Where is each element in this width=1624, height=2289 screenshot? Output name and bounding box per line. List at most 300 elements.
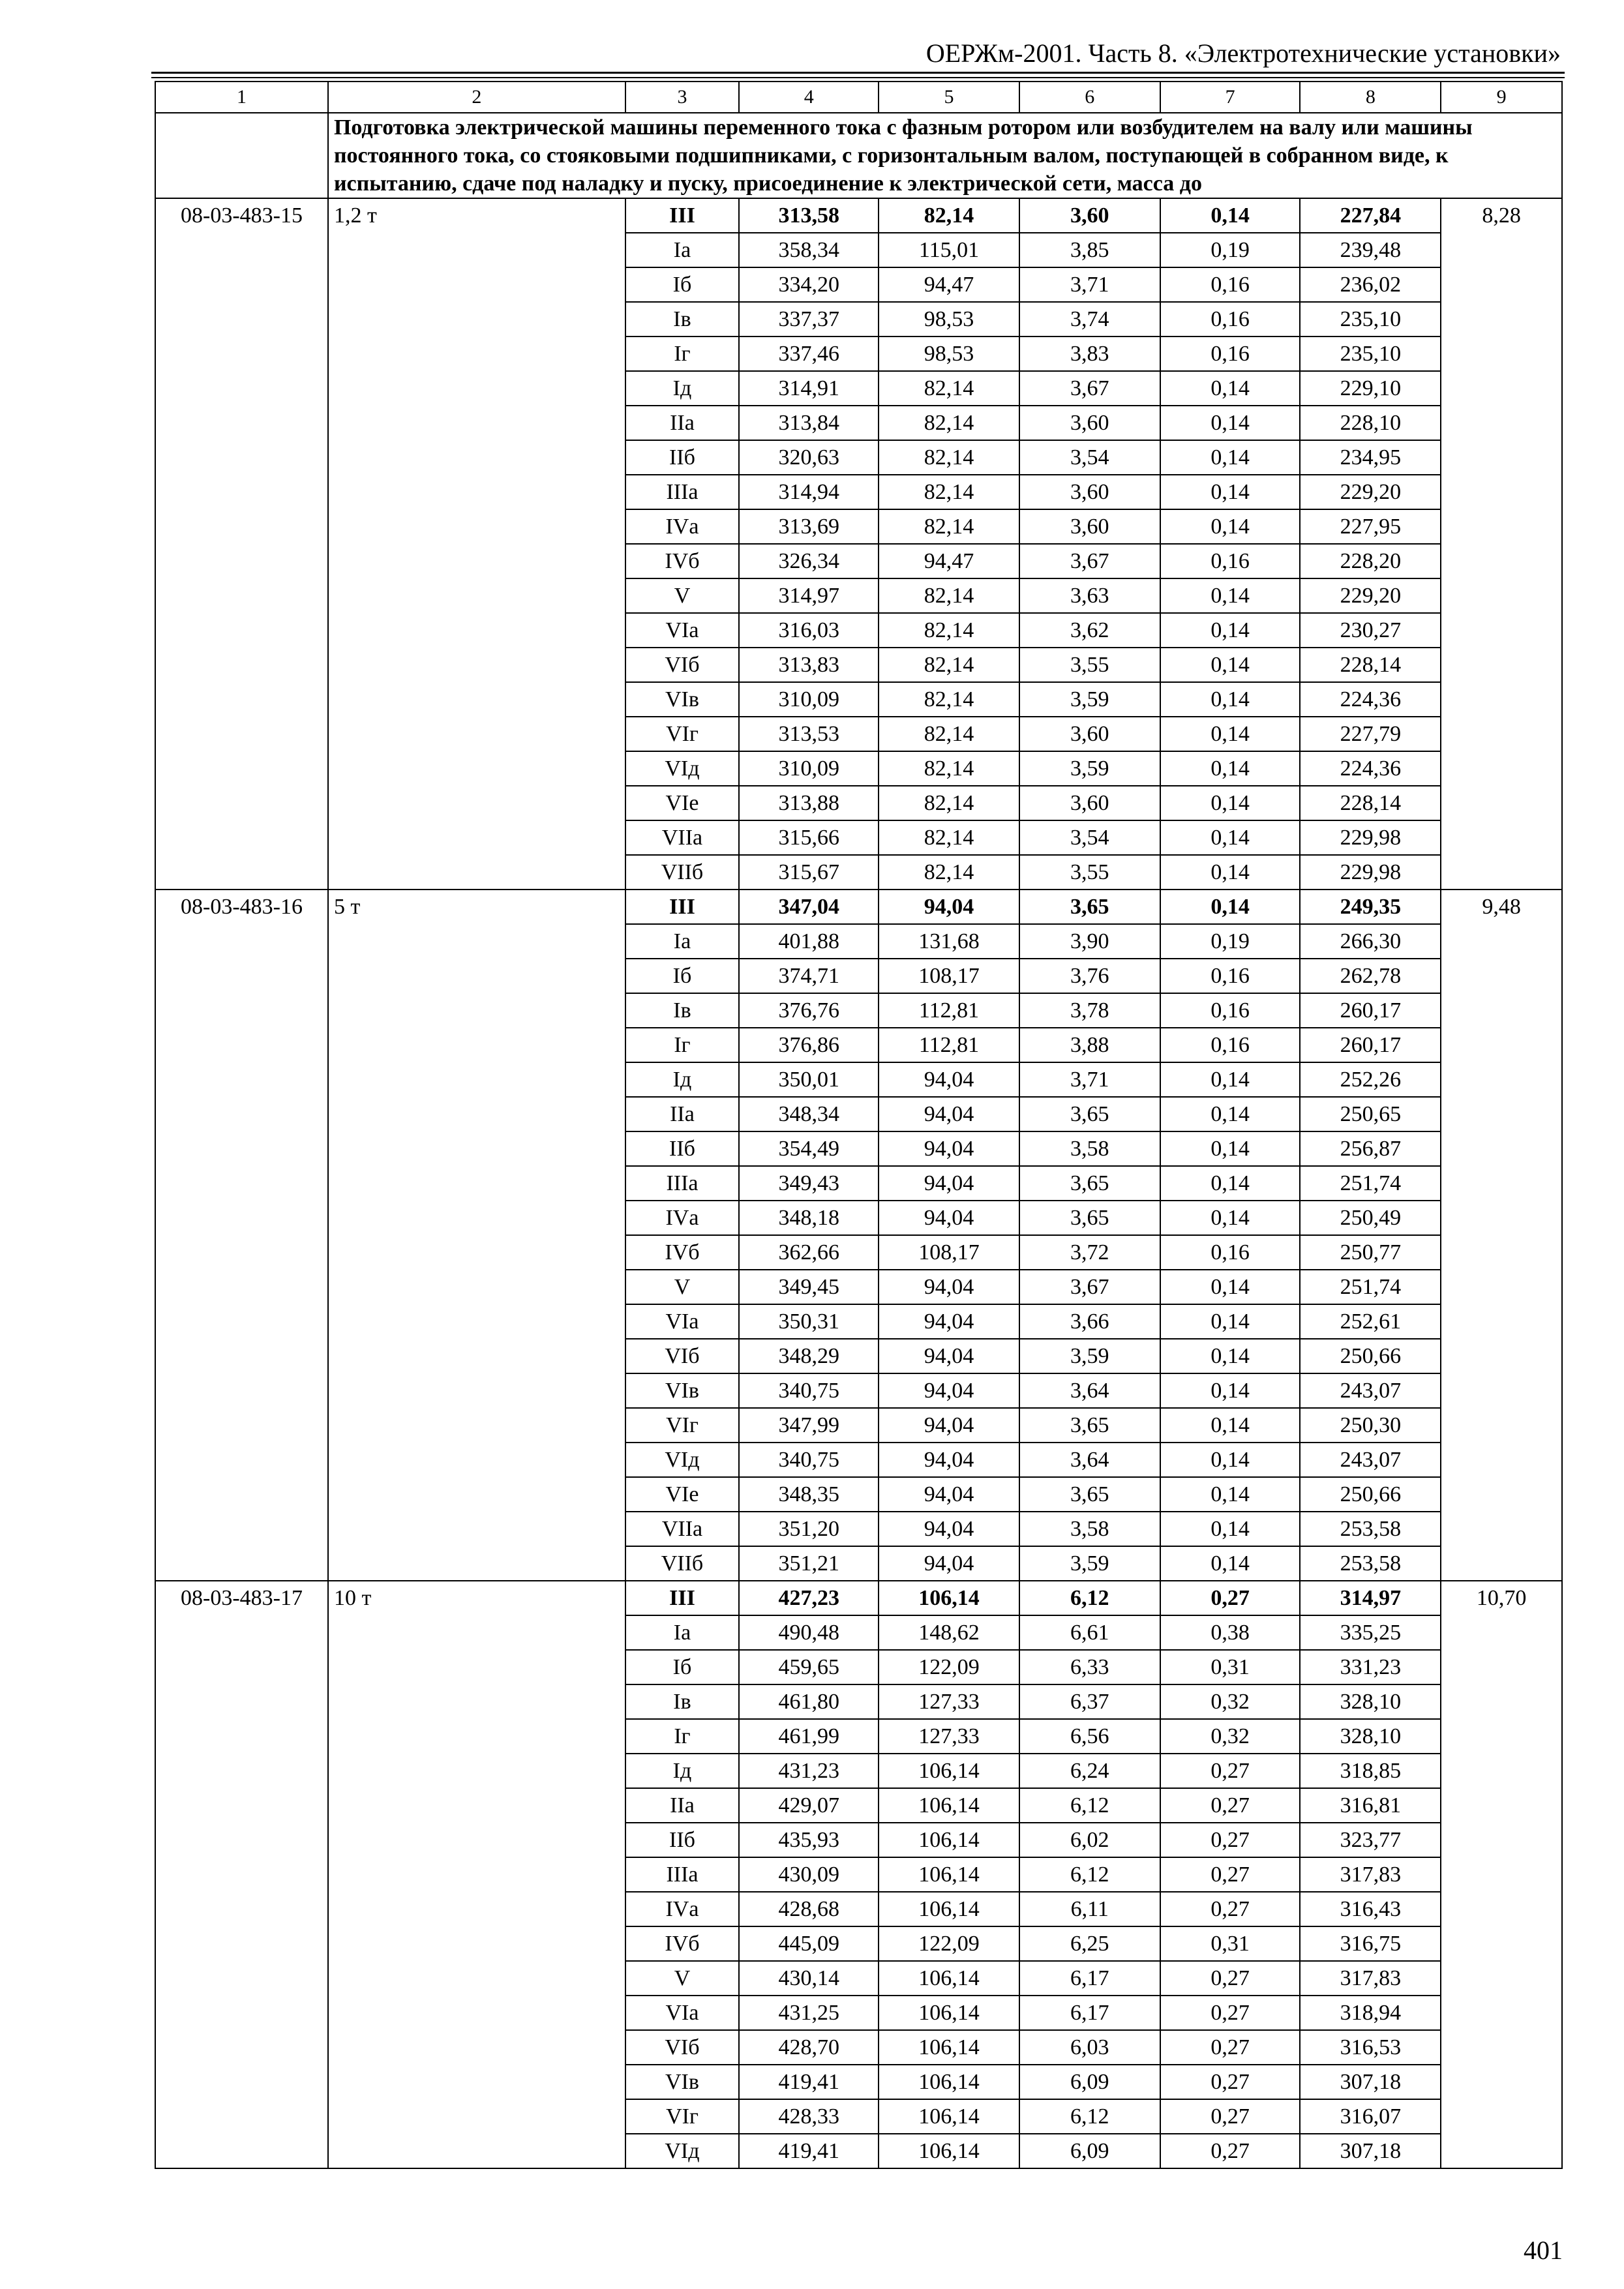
zone-cell: III xyxy=(625,198,740,233)
value-cell: 6,12 xyxy=(1019,1857,1160,1892)
value-cell: 82,14 xyxy=(879,613,1019,648)
value-cell: 227,95 xyxy=(1300,509,1441,544)
value-cell: 316,43 xyxy=(1300,1892,1441,1926)
value-cell: 106,14 xyxy=(879,1754,1019,1788)
value-cell: 419,41 xyxy=(739,2065,879,2099)
value-cell: 106,14 xyxy=(879,2099,1019,2134)
value-cell: 108,17 xyxy=(879,959,1019,993)
zone-cell: VIе xyxy=(625,1477,740,1512)
value-cell: 122,09 xyxy=(879,1650,1019,1684)
value-cell: 94,04 xyxy=(879,1512,1019,1546)
value-cell: 3,60 xyxy=(1019,717,1160,751)
value-cell: 236,02 xyxy=(1300,267,1441,302)
value-cell: 94,04 xyxy=(879,1270,1019,1304)
zone-cell: VIIа xyxy=(625,820,740,855)
value-cell: 224,36 xyxy=(1300,751,1441,786)
value-cell: 0,27 xyxy=(1160,1823,1301,1857)
value-cell: 0,27 xyxy=(1160,2134,1301,2168)
value-cell: 317,83 xyxy=(1300,1961,1441,1996)
value-cell: 328,10 xyxy=(1300,1684,1441,1719)
value-cell: 252,26 xyxy=(1300,1062,1441,1097)
value-cell: 106,14 xyxy=(879,1788,1019,1823)
value-cell: 6,03 xyxy=(1019,2030,1160,2065)
value-cell: 106,14 xyxy=(879,1961,1019,1996)
value-cell: 0,16 xyxy=(1160,1028,1301,1062)
value-cell: 6,25 xyxy=(1019,1926,1160,1961)
value-cell: 112,81 xyxy=(879,1028,1019,1062)
value-cell: 347,04 xyxy=(739,890,879,924)
value-cell: 6,12 xyxy=(1019,1788,1160,1823)
value-cell: 6,17 xyxy=(1019,1996,1160,2030)
value-cell: 3,71 xyxy=(1019,267,1160,302)
zone-cell: Iв xyxy=(625,302,740,337)
value-cell: 313,58 xyxy=(739,198,879,233)
value-cell: 106,14 xyxy=(879,1857,1019,1892)
value-cell: 250,30 xyxy=(1300,1408,1441,1443)
page-header: ОЕРЖм-2001. Часть 8. «Электротехнические установки» xyxy=(925,38,1561,68)
value-cell: 3,65 xyxy=(1019,1097,1160,1131)
zone-cell: Iб xyxy=(625,267,740,302)
value-cell: 239,48 xyxy=(1300,233,1441,267)
value-cell: 3,65 xyxy=(1019,1166,1160,1201)
column-number-cell: 9 xyxy=(1441,82,1562,113)
value-cell: 94,47 xyxy=(879,267,1019,302)
value-cell: 112,81 xyxy=(879,993,1019,1028)
column-number-cell: 2 xyxy=(328,82,625,113)
value-cell: 229,20 xyxy=(1300,475,1441,509)
value-cell: 323,77 xyxy=(1300,1823,1441,1857)
value-cell: 3,59 xyxy=(1019,1339,1160,1373)
value-cell: 98,53 xyxy=(879,302,1019,337)
zone-cell: Iб xyxy=(625,959,740,993)
value-cell: 0,16 xyxy=(1160,337,1301,371)
rate-code-cell: 08-03-483-16 xyxy=(155,890,328,1581)
value-cell: 228,14 xyxy=(1300,648,1441,682)
value-cell: 3,59 xyxy=(1019,682,1160,717)
value-cell: 249,35 xyxy=(1300,890,1441,924)
value-cell: 94,04 xyxy=(879,1373,1019,1408)
value-cell: 115,01 xyxy=(879,233,1019,267)
value-cell: 3,63 xyxy=(1019,578,1160,613)
value-cell: 0,27 xyxy=(1160,1788,1301,1823)
value-cell: 0,31 xyxy=(1160,1926,1301,1961)
value-cell: 318,94 xyxy=(1300,1996,1441,2030)
column-number-row xyxy=(155,82,1562,113)
zone-cell: VIв xyxy=(625,1373,740,1408)
column-number-cell: 7 xyxy=(1160,82,1301,113)
zone-cell: IIб xyxy=(625,1131,740,1166)
zone-cell: Iв xyxy=(625,993,740,1028)
zone-cell: Iд xyxy=(625,371,740,406)
value-cell: 228,14 xyxy=(1300,786,1441,820)
page-number: 401 xyxy=(1524,2236,1563,2265)
value-cell: 3,60 xyxy=(1019,786,1160,820)
zone-cell: IIа xyxy=(625,406,740,440)
value-cell: 461,80 xyxy=(739,1684,879,1719)
header-rule xyxy=(151,77,1565,78)
rate-code-cell: 08-03-483-17 xyxy=(155,1581,328,2168)
value-cell: 0,14 xyxy=(1160,751,1301,786)
zone-cell: VIг xyxy=(625,717,740,751)
value-cell: 435,93 xyxy=(739,1823,879,1857)
value-cell: 0,14 xyxy=(1160,1546,1301,1581)
value-cell: 0,27 xyxy=(1160,1754,1301,1788)
value-cell: 0,16 xyxy=(1160,302,1301,337)
zone-cell: IIб xyxy=(625,1823,740,1857)
value-cell: 490,48 xyxy=(739,1615,879,1650)
value-cell: 227,79 xyxy=(1300,717,1441,751)
value-cell: 0,14 xyxy=(1160,1373,1301,1408)
section-description: Подготовка электрической машины переменного тока с фазным ротором или возбудителем на валу или машины постоянного тока, со стояковыми подшипниками, с горизонтальным валом, поступающей в собранном виде, к испытанию, сдаче под наладку и пуску, присоединение к электрической сети, масса до xyxy=(328,113,1562,198)
value-cell: 0,27 xyxy=(1160,2030,1301,2065)
value-cell: 127,33 xyxy=(879,1684,1019,1719)
value-cell: 127,33 xyxy=(879,1719,1019,1754)
value-cell: 348,18 xyxy=(739,1201,879,1235)
value-cell: 459,65 xyxy=(739,1650,879,1684)
value-cell: 362,66 xyxy=(739,1235,879,1270)
column-number-cell: 4 xyxy=(739,82,879,113)
value-cell: 106,14 xyxy=(879,1996,1019,2030)
zone-cell: VIIб xyxy=(625,1546,740,1581)
mass-cell: 10 т xyxy=(328,1581,625,2168)
value-cell: 106,14 xyxy=(879,2134,1019,2168)
value-cell: 6,12 xyxy=(1019,2099,1160,2134)
value-cell: 0,14 xyxy=(1160,682,1301,717)
value-cell: 349,43 xyxy=(739,1166,879,1201)
value-cell: 0,14 xyxy=(1160,406,1301,440)
value-cell: 314,97 xyxy=(739,578,879,613)
value-cell: 326,34 xyxy=(739,544,879,578)
zone-cell: V xyxy=(625,1961,740,1996)
value-cell: 317,83 xyxy=(1300,1857,1441,1892)
zone-cell: VIб xyxy=(625,1339,740,1373)
value-cell: 0,31 xyxy=(1160,1650,1301,1684)
value-cell: 82,14 xyxy=(879,717,1019,751)
value-cell: 266,30 xyxy=(1300,924,1441,959)
value-cell: 349,45 xyxy=(739,1270,879,1304)
value-cell: 94,04 xyxy=(879,1304,1019,1339)
column-number-cell: 1 xyxy=(155,82,328,113)
value-cell: 3,59 xyxy=(1019,751,1160,786)
value-cell: 348,35 xyxy=(739,1477,879,1512)
value-cell: 335,25 xyxy=(1300,1615,1441,1650)
value-cell: 315,67 xyxy=(739,855,879,890)
value-cell: 3,71 xyxy=(1019,1062,1160,1097)
value-cell: 251,74 xyxy=(1300,1270,1441,1304)
value-cell: 122,09 xyxy=(879,1926,1019,1961)
value-cell: 3,59 xyxy=(1019,1546,1160,1581)
zone-cell: VIв xyxy=(625,2065,740,2099)
table-row xyxy=(155,198,1562,233)
value-cell: 82,14 xyxy=(879,406,1019,440)
value-cell: 310,09 xyxy=(739,682,879,717)
zone-cell: V xyxy=(625,1270,740,1304)
value-cell: 431,23 xyxy=(739,1754,879,1788)
value-cell: 3,58 xyxy=(1019,1131,1160,1166)
value-cell: 260,17 xyxy=(1300,1028,1441,1062)
value-cell: 106,14 xyxy=(879,1823,1019,1857)
value-cell: 131,68 xyxy=(879,924,1019,959)
value-cell: 0,16 xyxy=(1160,1235,1301,1270)
value-cell: 94,04 xyxy=(879,1062,1019,1097)
header-rule xyxy=(151,72,1565,74)
value-cell: 0,14 xyxy=(1160,717,1301,751)
value-cell: 428,68 xyxy=(739,1892,879,1926)
value-cell: 0,14 xyxy=(1160,1443,1301,1477)
value-cell: 82,14 xyxy=(879,648,1019,682)
value-cell: 313,53 xyxy=(739,717,879,751)
value-cell: 445,09 xyxy=(739,1926,879,1961)
zone-cell: VIв xyxy=(625,682,740,717)
value-cell: 315,66 xyxy=(739,820,879,855)
value-cell: 427,23 xyxy=(739,1581,879,1615)
value-cell: 376,86 xyxy=(739,1028,879,1062)
value-cell: 229,98 xyxy=(1300,820,1441,855)
zone-cell: Iд xyxy=(625,1062,740,1097)
value-cell: 252,61 xyxy=(1300,1304,1441,1339)
value-cell: 6,37 xyxy=(1019,1684,1160,1719)
value-cell: 351,20 xyxy=(739,1512,879,1546)
zone-cell: Iг xyxy=(625,337,740,371)
value-cell: 351,21 xyxy=(739,1546,879,1581)
value-cell: 0,14 xyxy=(1160,1201,1301,1235)
zone-cell: IIIа xyxy=(625,1857,740,1892)
value-cell: 227,84 xyxy=(1300,198,1441,233)
value-cell: 313,69 xyxy=(739,509,879,544)
value-cell: 3,65 xyxy=(1019,1408,1160,1443)
value-cell: 229,20 xyxy=(1300,578,1441,613)
value-cell: 428,70 xyxy=(739,2030,879,2065)
value-cell: 234,95 xyxy=(1300,440,1441,475)
value-cell: 0,27 xyxy=(1160,1581,1301,1615)
value-cell: 3,74 xyxy=(1019,302,1160,337)
value-cell: 313,84 xyxy=(739,406,879,440)
value-cell: 256,87 xyxy=(1300,1131,1441,1166)
value-cell: 94,04 xyxy=(879,1339,1019,1373)
value-cell: 6,61 xyxy=(1019,1615,1160,1650)
value-cell: 0,14 xyxy=(1160,786,1301,820)
value-cell: 376,76 xyxy=(739,993,879,1028)
zone-cell: Iа xyxy=(625,1615,740,1650)
value-cell: 251,74 xyxy=(1300,1166,1441,1201)
value-cell: 262,78 xyxy=(1300,959,1441,993)
value-cell: 94,04 xyxy=(879,1097,1019,1131)
value-cell: 0,14 xyxy=(1160,1408,1301,1443)
zone-cell: VIа xyxy=(625,1996,740,2030)
value-cell: 3,60 xyxy=(1019,406,1160,440)
value-cell: 334,20 xyxy=(739,267,879,302)
zone-cell: VIд xyxy=(625,2134,740,2168)
value-cell: 94,04 xyxy=(879,890,1019,924)
value-cell: 82,14 xyxy=(879,198,1019,233)
value-cell: 0,27 xyxy=(1160,1996,1301,2030)
value-cell: 0,14 xyxy=(1160,1097,1301,1131)
zone-cell: IVб xyxy=(625,1926,740,1961)
value-cell: 228,10 xyxy=(1300,406,1441,440)
value-cell: 337,46 xyxy=(739,337,879,371)
zone-cell: IIа xyxy=(625,1788,740,1823)
zone-cell: IIа xyxy=(625,1097,740,1131)
zone-cell: IVа xyxy=(625,1892,740,1926)
value-cell: 6,24 xyxy=(1019,1754,1160,1788)
value-cell: 0,27 xyxy=(1160,1961,1301,1996)
value-cell: 314,91 xyxy=(739,371,879,406)
value-cell: 94,04 xyxy=(879,1131,1019,1166)
value-cell: 250,65 xyxy=(1300,1097,1441,1131)
zone-cell: Iг xyxy=(625,1028,740,1062)
value-cell: 428,33 xyxy=(739,2099,879,2134)
zone-cell: VIб xyxy=(625,648,740,682)
col9-cell: 10,70 xyxy=(1441,1581,1562,2168)
value-cell: 94,04 xyxy=(879,1546,1019,1581)
value-cell: 3,83 xyxy=(1019,337,1160,371)
value-cell: 340,75 xyxy=(739,1443,879,1477)
value-cell: 0,14 xyxy=(1160,475,1301,509)
value-cell: 3,88 xyxy=(1019,1028,1160,1062)
value-cell: 3,67 xyxy=(1019,1270,1160,1304)
value-cell: 6,17 xyxy=(1019,1961,1160,1996)
value-cell: 313,88 xyxy=(739,786,879,820)
value-cell: 316,53 xyxy=(1300,2030,1441,2065)
zone-cell: III xyxy=(625,1581,740,1615)
column-number-cell: 5 xyxy=(879,82,1019,113)
value-cell: 348,34 xyxy=(739,1097,879,1131)
table-row xyxy=(155,1581,1562,1615)
value-cell: 250,49 xyxy=(1300,1201,1441,1235)
value-cell: 350,31 xyxy=(739,1304,879,1339)
description-empty-cell xyxy=(155,113,328,198)
value-cell: 3,67 xyxy=(1019,371,1160,406)
value-cell: 307,18 xyxy=(1300,2134,1441,2168)
value-cell: 354,49 xyxy=(739,1131,879,1166)
value-cell: 316,81 xyxy=(1300,1788,1441,1823)
value-cell: 3,76 xyxy=(1019,959,1160,993)
value-cell: 148,62 xyxy=(879,1615,1019,1650)
value-cell: 320,63 xyxy=(739,440,879,475)
value-cell: 3,64 xyxy=(1019,1373,1160,1408)
zone-cell: IVа xyxy=(625,509,740,544)
value-cell: 430,09 xyxy=(739,1857,879,1892)
value-cell: 0,14 xyxy=(1160,890,1301,924)
value-cell: 0,14 xyxy=(1160,1131,1301,1166)
value-cell: 0,14 xyxy=(1160,1166,1301,1201)
value-cell: 374,71 xyxy=(739,959,879,993)
value-cell: 250,77 xyxy=(1300,1235,1441,1270)
zone-cell: VIд xyxy=(625,1443,740,1477)
value-cell: 82,14 xyxy=(879,475,1019,509)
value-cell: 6,09 xyxy=(1019,2134,1160,2168)
value-cell: 3,58 xyxy=(1019,1512,1160,1546)
col9-cell: 9,48 xyxy=(1441,890,1562,1581)
value-cell: 316,75 xyxy=(1300,1926,1441,1961)
value-cell: 108,17 xyxy=(879,1235,1019,1270)
value-cell: 0,14 xyxy=(1160,371,1301,406)
value-cell: 3,78 xyxy=(1019,993,1160,1028)
value-cell: 316,07 xyxy=(1300,2099,1441,2134)
zone-cell: IIIа xyxy=(625,1166,740,1201)
value-cell: 3,62 xyxy=(1019,613,1160,648)
value-cell: 228,20 xyxy=(1300,544,1441,578)
value-cell: 0,14 xyxy=(1160,855,1301,890)
value-cell: 314,97 xyxy=(1300,1581,1441,1615)
zone-cell: V xyxy=(625,578,740,613)
zone-cell: VIе xyxy=(625,786,740,820)
value-cell: 0,14 xyxy=(1160,1304,1301,1339)
value-cell: 0,16 xyxy=(1160,544,1301,578)
table-row xyxy=(155,890,1562,924)
value-cell: 243,07 xyxy=(1300,1443,1441,1477)
value-cell: 429,07 xyxy=(739,1788,879,1823)
value-cell: 82,14 xyxy=(879,855,1019,890)
value-cell: 340,75 xyxy=(739,1373,879,1408)
value-cell: 316,03 xyxy=(739,613,879,648)
value-cell: 250,66 xyxy=(1300,1339,1441,1373)
value-cell: 106,14 xyxy=(879,1581,1019,1615)
zone-cell: IVа xyxy=(625,1201,740,1235)
zone-cell: VIIб xyxy=(625,855,740,890)
value-cell: 94,47 xyxy=(879,544,1019,578)
value-cell: 6,12 xyxy=(1019,1581,1160,1615)
value-cell: 358,34 xyxy=(739,233,879,267)
zone-cell: Iб xyxy=(625,1650,740,1684)
mass-cell: 1,2 т xyxy=(328,198,625,890)
value-cell: 82,14 xyxy=(879,440,1019,475)
zone-cell: III xyxy=(625,890,740,924)
zone-cell: Iд xyxy=(625,1754,740,1788)
value-cell: 0,14 xyxy=(1160,613,1301,648)
zone-cell: VIб xyxy=(625,2030,740,2065)
value-cell: 3,64 xyxy=(1019,1443,1160,1477)
value-cell: 82,14 xyxy=(879,578,1019,613)
value-cell: 430,14 xyxy=(739,1961,879,1996)
value-cell: 6,56 xyxy=(1019,1719,1160,1754)
rate-code-cell: 08-03-483-15 xyxy=(155,198,328,890)
rates-table xyxy=(155,81,1563,2169)
value-cell: 0,27 xyxy=(1160,2099,1301,2134)
value-cell: 328,10 xyxy=(1300,1719,1441,1754)
value-cell: 6,11 xyxy=(1019,1892,1160,1926)
zone-cell: Iв xyxy=(625,1684,740,1719)
value-cell: 461,99 xyxy=(739,1719,879,1754)
value-cell: 82,14 xyxy=(879,371,1019,406)
value-cell: 313,83 xyxy=(739,648,879,682)
mass-cell: 5 т xyxy=(328,890,625,1581)
value-cell: 347,99 xyxy=(739,1408,879,1443)
value-cell: 3,90 xyxy=(1019,924,1160,959)
value-cell: 3,65 xyxy=(1019,1201,1160,1235)
value-cell: 0,32 xyxy=(1160,1684,1301,1719)
zone-cell: IIIа xyxy=(625,475,740,509)
value-cell: 6,33 xyxy=(1019,1650,1160,1684)
value-cell: 3,65 xyxy=(1019,1477,1160,1512)
value-cell: 250,66 xyxy=(1300,1477,1441,1512)
value-cell: 98,53 xyxy=(879,337,1019,371)
value-cell: 0,14 xyxy=(1160,1512,1301,1546)
value-cell: 419,41 xyxy=(739,2134,879,2168)
value-cell: 431,25 xyxy=(739,1996,879,2030)
value-cell: 3,60 xyxy=(1019,509,1160,544)
value-cell: 3,66 xyxy=(1019,1304,1160,1339)
value-cell: 0,16 xyxy=(1160,959,1301,993)
value-cell: 3,55 xyxy=(1019,855,1160,890)
value-cell: 0,14 xyxy=(1160,440,1301,475)
zone-cell: VIIа xyxy=(625,1512,740,1546)
value-cell: 3,65 xyxy=(1019,890,1160,924)
value-cell: 82,14 xyxy=(879,786,1019,820)
value-cell: 0,14 xyxy=(1160,509,1301,544)
value-cell: 235,10 xyxy=(1300,302,1441,337)
zone-cell: VIд xyxy=(625,751,740,786)
